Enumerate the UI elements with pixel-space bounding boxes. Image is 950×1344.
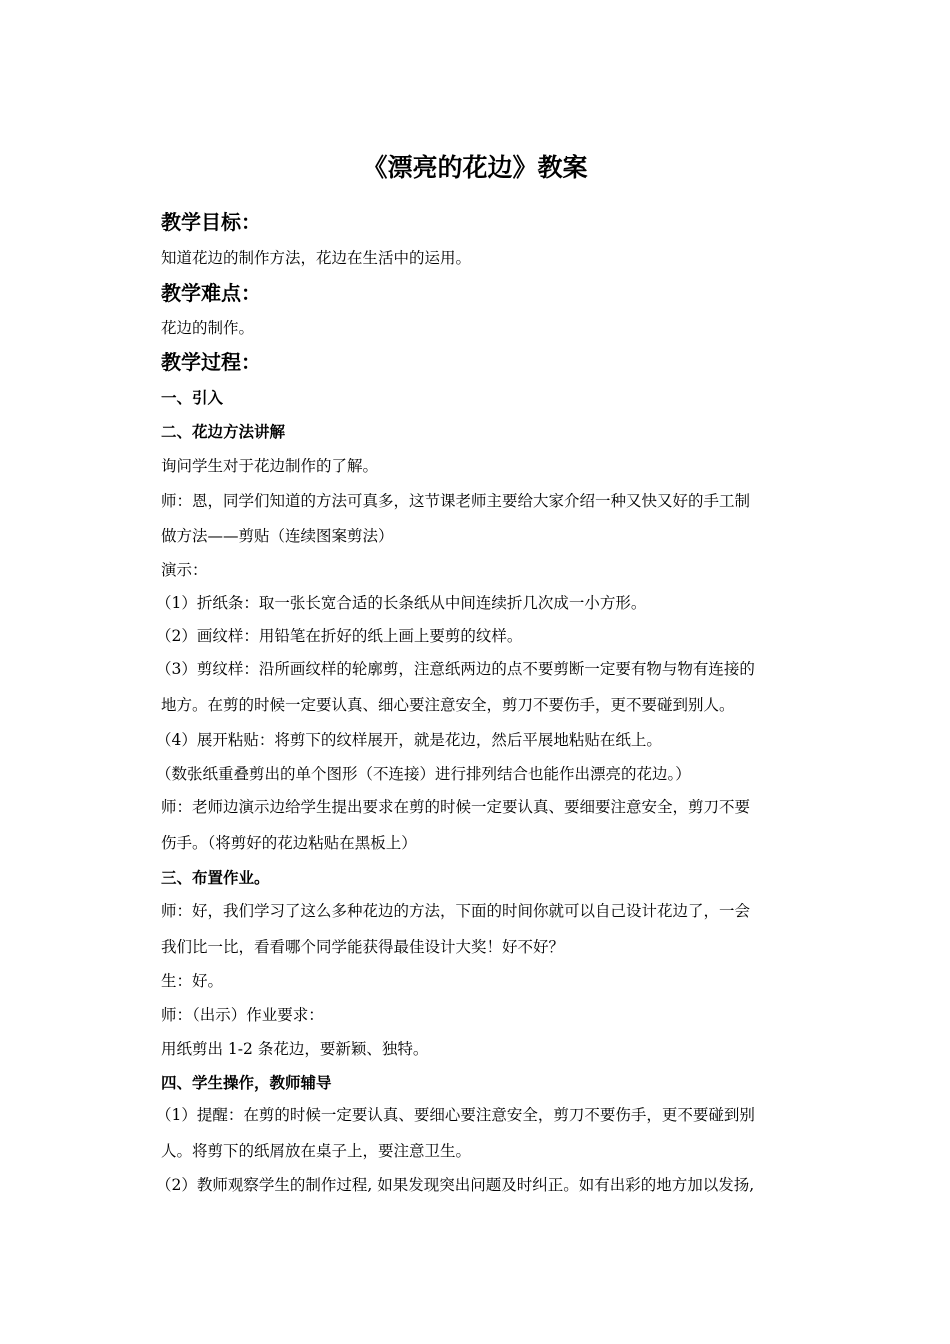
section-practice-heading: 四、学生操作，教师辅导 (161, 1074, 332, 1092)
paragraph-line: 询问学生对于花边制作的了解。 (161, 457, 379, 475)
paragraph-line: 师：恩，同学们知道的方法可真多，这节课老师主要给大家介绍一种又快又好的手工制 (161, 492, 751, 510)
paragraph-line: 地方。在剪的时候一定要认真、细心要注意安全，剪刀不要伤手，更不要碰到别人。 (161, 696, 735, 714)
section-intro-heading: 一、引入 (161, 389, 224, 407)
paragraph-line: 师：好，我们学习了这么多种花边的方法，下面的时间你就可以自己设计花边了，一会 (161, 902, 751, 920)
paragraph-line: 伤手。（将剪好的花边粘贴在黑板上） (161, 834, 417, 852)
paragraph-line: 我们比一比，看看哪个同学能获得最佳设计大奖！好不好？ (161, 938, 565, 956)
document-title: 《漂亮的花边》教案 (362, 153, 588, 182)
step-line: （1）折纸条：取一张长宽合适的长条纸从中间连续折几次成一小方形。 (156, 594, 647, 612)
paragraph-line: 做方法——剪贴（连续图案剪法） (161, 527, 394, 545)
step-line: （4）展开粘贴：将剪下的纹样展开，就是花边，然后平展地粘贴在纸上。 (156, 731, 662, 749)
paragraph-line: （数张纸重叠剪出的单个图形（不连接）进行排列结合也能作出漂亮的花边。） (156, 765, 691, 783)
paragraph-line: 演示： (161, 561, 208, 579)
step-line: （2）教师观察学生的制作过程, 如果发现突出问题及时纠正。如有出彩的地方加以发扬, (156, 1176, 755, 1194)
difficulty-heading: 教学难点： (161, 281, 261, 305)
process-heading: 教学过程： (161, 350, 261, 374)
paragraph-line: 生：好。 (161, 972, 224, 990)
objective-text: 知道花边的制作方法，花边在生活中的运用。 (161, 249, 472, 267)
paragraph-line: 师：老师边演示边给学生提出要求在剪的时候一定要认真、要细要注意安全，剪刀不要 (161, 798, 751, 816)
step-line: （3）剪纹样：沿所画纹样的轮廓剪，注意纸两边的点不要剪断一定要有物与物有连接的 (156, 660, 755, 678)
objective-heading: 教学目标： (161, 210, 261, 234)
paragraph-line: 人。将剪下的纸屑放在桌子上，要注意卫生。 (161, 1142, 472, 1160)
section-method-heading: 二、花边方法讲解 (161, 423, 286, 441)
paragraph-line: 用纸剪出 1-2 条花边，要新颖、独特。 (161, 1040, 429, 1058)
step-line: （1）提醒：在剪的时候一定要认真、要细心要注意安全，剪刀不要伤手，更不要碰到别 (156, 1106, 755, 1124)
section-homework-heading: 三、布置作业。 (161, 869, 270, 887)
step-line: （2）画纹样：用铅笔在折好的纸上画上要剪的纹样。 (156, 627, 523, 645)
paragraph-line: 师：（出示）作业要求： (161, 1006, 324, 1024)
difficulty-text: 花边的制作。 (161, 319, 255, 337)
